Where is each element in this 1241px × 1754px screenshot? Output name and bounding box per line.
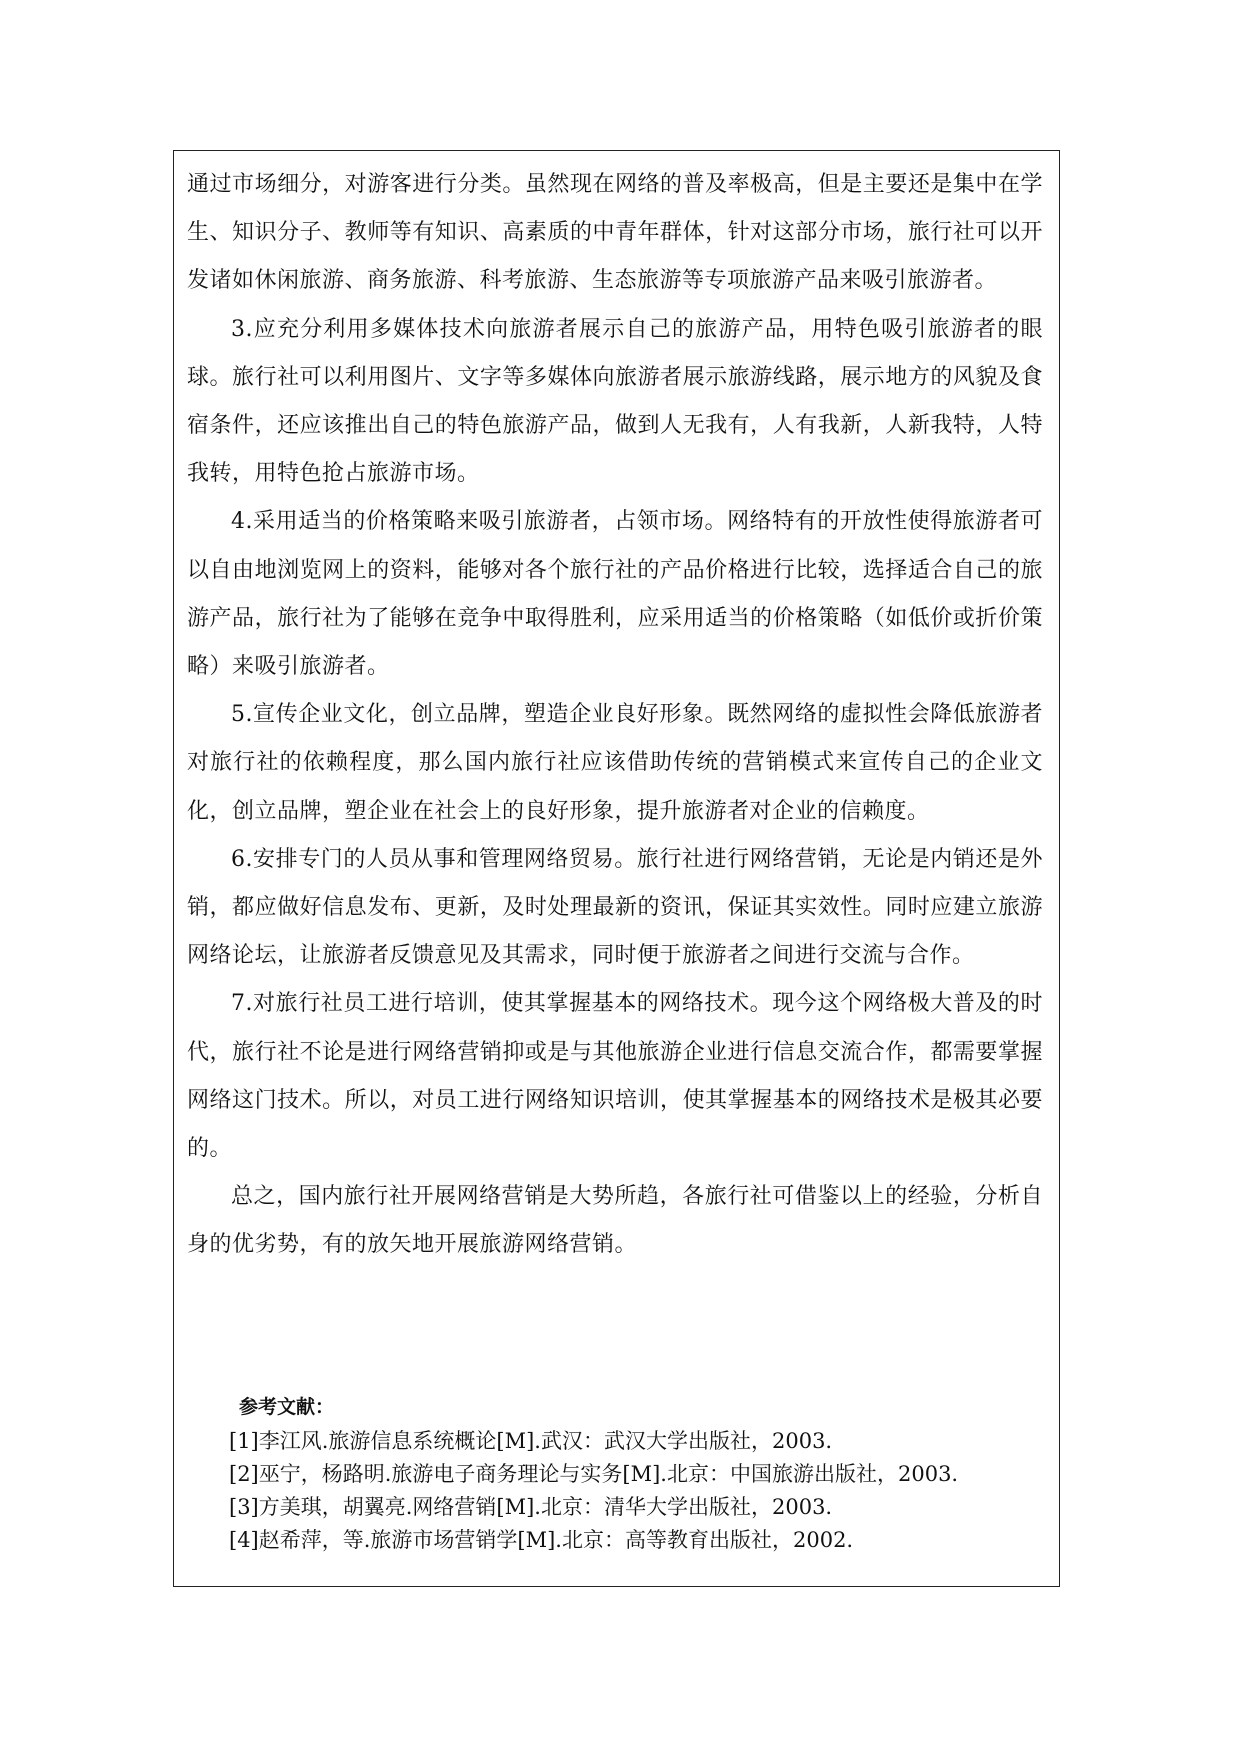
paragraph-5: 5.宣传企业文化，创立品牌，塑造企业良好形象。既然网络的虚拟性会降低旅游者对旅行社的依赖程度，那么国内旅行社应该借助传统的营销模式来宣传自己的企业文化，创立品牌，塑企业在社会上的良好形象，提升旅游者对企业的信赖度。 [187,702,1043,824]
reference-item-2: [2]巫宁，杨路明.旅游电子商务理论与实务[M].北京：中国旅游出版社，2003. [229,1462,959,1486]
paragraph-6: 6.安排专门的人员从事和管理网络贸易。旅行社进行网络营销，无论是内销还是外销，都应做好信息发布、更新，及时处理最新的资讯，保证其实效性。同时应建立旅游网络论坛，让旅游者反馈意见及其需求，同时便于旅游者之间进行交流与合作。 [187,846,1043,969]
body-text [187,161,1043,1270]
reference-item-1: [1]李江风.旅游信息系统概论[M].武汉：武汉大学出版社，2003. [229,1429,833,1453]
references-title: 参考文献： [239,1396,335,1418]
references-section [187,1389,1043,1557]
reference-item-3: [3]方美琪，胡翼亮.网络营销[M].北京：清华大学出版社，2003. [229,1495,833,1519]
document-frame [173,150,1060,1587]
paragraph-continuation: 通过市场细分，对游客进行分类。虽然现在网络的普及率极高，但是主要还是集中在学生、知识分子、教师等有知识、高素质的中青年群体，针对这部分市场，旅行社可以开发诸如休闲旅游、商务旅游、科考旅游、生态旅游等专项旅游产品来吸引旅游者。 [187,172,1043,294]
paragraph-conclusion: 总之，国内旅行社开展网络营销是大势所趋，各旅行社可借鉴以上的经验，分析自身的优劣势，有的放矢地开展旅游网络营销。 [187,1184,1043,1258]
paragraph-7: 7.对旅行社员工进行培训，使其掌握基本的网络技术。现今这个网络极大普及的时代，旅行社不论是进行网络营销抑或是与其他旅游企业进行信息交流合作，都需要掌握网络这门技术。所以，对员工进行网络知识培训，使其掌握基本的网络技术是极其必要的。 [187,991,1043,1162]
paragraph-4: 4.采用适当的价格策略来吸引旅游者，占领市场。网络特有的开放性使得旅游者可以自由地浏览网上的资料，能够对各个旅行社的产品价格进行比较，选择适合自己的旅游产品，旅行社为了能够在竞争中取得胜利，应采用适当的价格策略（如低价或折价策略）来吸引旅游者。 [187,509,1043,680]
paragraph-3: 3.应充分利用多媒体技术向旅游者展示自己的旅游产品，用特色吸引旅游者的眼球。旅行社可以利用图片、文字等多媒体向旅游者展示旅游线路，展示地方的风貌及食宿条件，还应该推出自己的特色旅游产品，做到人无我有，人有我新，人新我特，人特我转，用特色抢占旅游市场。 [187,316,1043,487]
reference-item-4: [4]赵希萍，等.旅游市场营销学[M].北京：高等教育出版社，2002. [229,1528,854,1552]
